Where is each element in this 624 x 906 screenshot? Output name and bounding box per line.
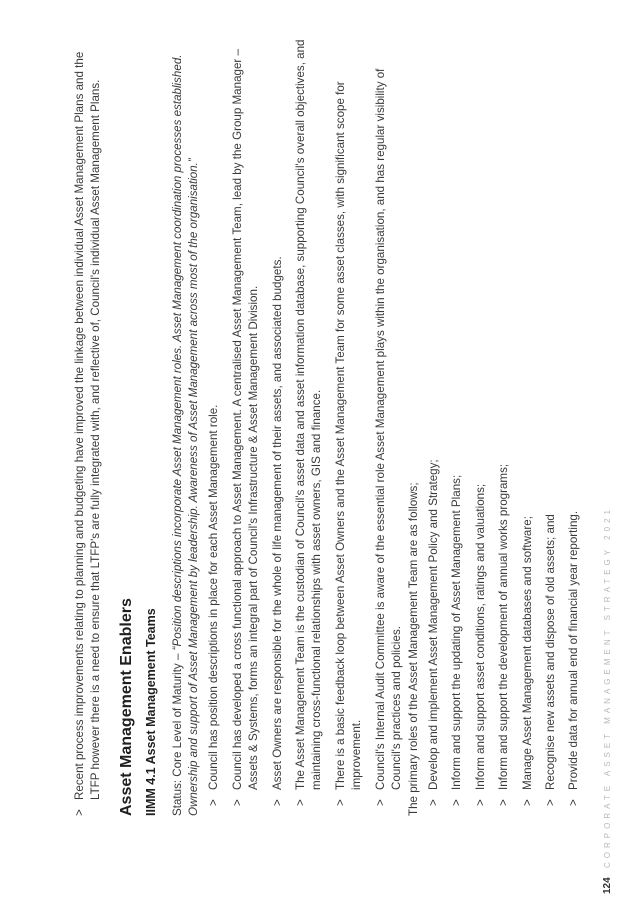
status-bullet-text: Asset Owners are responsible for the whole of life management of their assets, and associated budgets. [270, 256, 284, 790]
page-number: 124 [602, 877, 613, 894]
bullet-marker: > [567, 799, 581, 806]
bullet-marker: > [450, 799, 464, 806]
status-prefix: Status: Core Level of Maturity – [170, 650, 184, 816]
role-item-text: Develop and implement Asset Management Policy and Strategy; [426, 459, 440, 790]
bullet-marker: > [543, 799, 557, 806]
intro-bullet [72, 26, 105, 816]
status-bullet-text: The Asset Management Team is the custodian of Council's asset data and asset information database, supporting Council's overall objectives, and maintaining cross-functional relationships with asset owners, GIS and finance. [294, 39, 324, 790]
bullet-marker: > [426, 799, 440, 806]
status-bullet [270, 26, 286, 806]
bullet-marker: > [520, 799, 534, 806]
role-item [426, 26, 442, 806]
status-bullet-text: Council's Internal Audit Committee is aware of the essential role Asset Management plays within the organisation, and has regular visibility of Council's practices and policies. [373, 68, 404, 790]
bullet-marker: > [270, 799, 284, 806]
role-item [449, 26, 465, 806]
status-quote: “Position descriptions incorporate Asset Management roles. Asset Management coordination processes established. Ownership and support of Asset Management by leadership. Awareness of Asset Management across most of the organisation.” [170, 54, 201, 816]
bullet-marker: > [73, 809, 86, 816]
status-paragraph [170, 26, 203, 816]
page-content [72, 26, 583, 816]
role-item-text: Inform and support the development of annual works programs; [497, 463, 511, 790]
bullet-marker: > [473, 799, 487, 806]
bullet-marker: > [207, 799, 221, 806]
roles-intro: The primary roles of the Asset Management Team are as follows; [406, 482, 420, 816]
role-item-text: Inform and support the updating of Asset Management Plans; [450, 474, 464, 790]
role-item [543, 26, 559, 806]
status-bullet-text: There is a basic feedback loop between Asset Owners and the Asset Management Team for some asset classes, with significant scope for improvement. [333, 81, 364, 790]
role-item [496, 26, 512, 806]
bullet-marker: > [333, 799, 347, 806]
role-item [520, 26, 536, 806]
status-bullet [293, 26, 326, 806]
bullet-marker: > [373, 799, 387, 806]
status-bullet-text: Council has developed a cross functional approach to Asset Management. A centralised Asset Management Team, lead by the Group Manager – Assets & Systems, forms an integral part of Council's Infrastructure & Asset Management Division. [230, 49, 261, 790]
intro-bullet-text: Recent process improvements relating to planning and budgeting have improved the linkage between individual Asset Management Plans and the LTFP however there is a need to ensure that LTFP's are fully integrated with, and reflective of, Council's individual Asset Management Plans. [73, 51, 103, 800]
subheading: IIMM 4.1 Asset Management Teams [144, 608, 159, 816]
status-bullet [373, 26, 406, 806]
bullet-marker: > [497, 799, 511, 806]
role-item-text: Manage Asset Management databases and software; [520, 516, 534, 790]
bullet-marker: > [230, 799, 244, 806]
status-bullet [333, 26, 366, 806]
role-item-text: Provide data for annual end of financial year reporting. [567, 510, 581, 790]
status-bullet [206, 26, 222, 806]
role-item [566, 26, 582, 806]
role-item-text: Recognise new assets and dispose of old assets; and [543, 514, 557, 790]
status-bullet-text: Council has position descriptions in place for each Asset Management role. [207, 404, 221, 790]
role-item [473, 26, 489, 806]
status-bullet [230, 26, 263, 806]
running-footer: CORPORATE ASSET MANAGEMENT STRATEGY 2021 [603, 506, 612, 868]
role-item-text: Inform and support asset conditions, ratings and valuations; [473, 483, 487, 790]
section-heading: Asset Management Enablers [117, 598, 135, 816]
bullet-marker: > [294, 799, 308, 806]
